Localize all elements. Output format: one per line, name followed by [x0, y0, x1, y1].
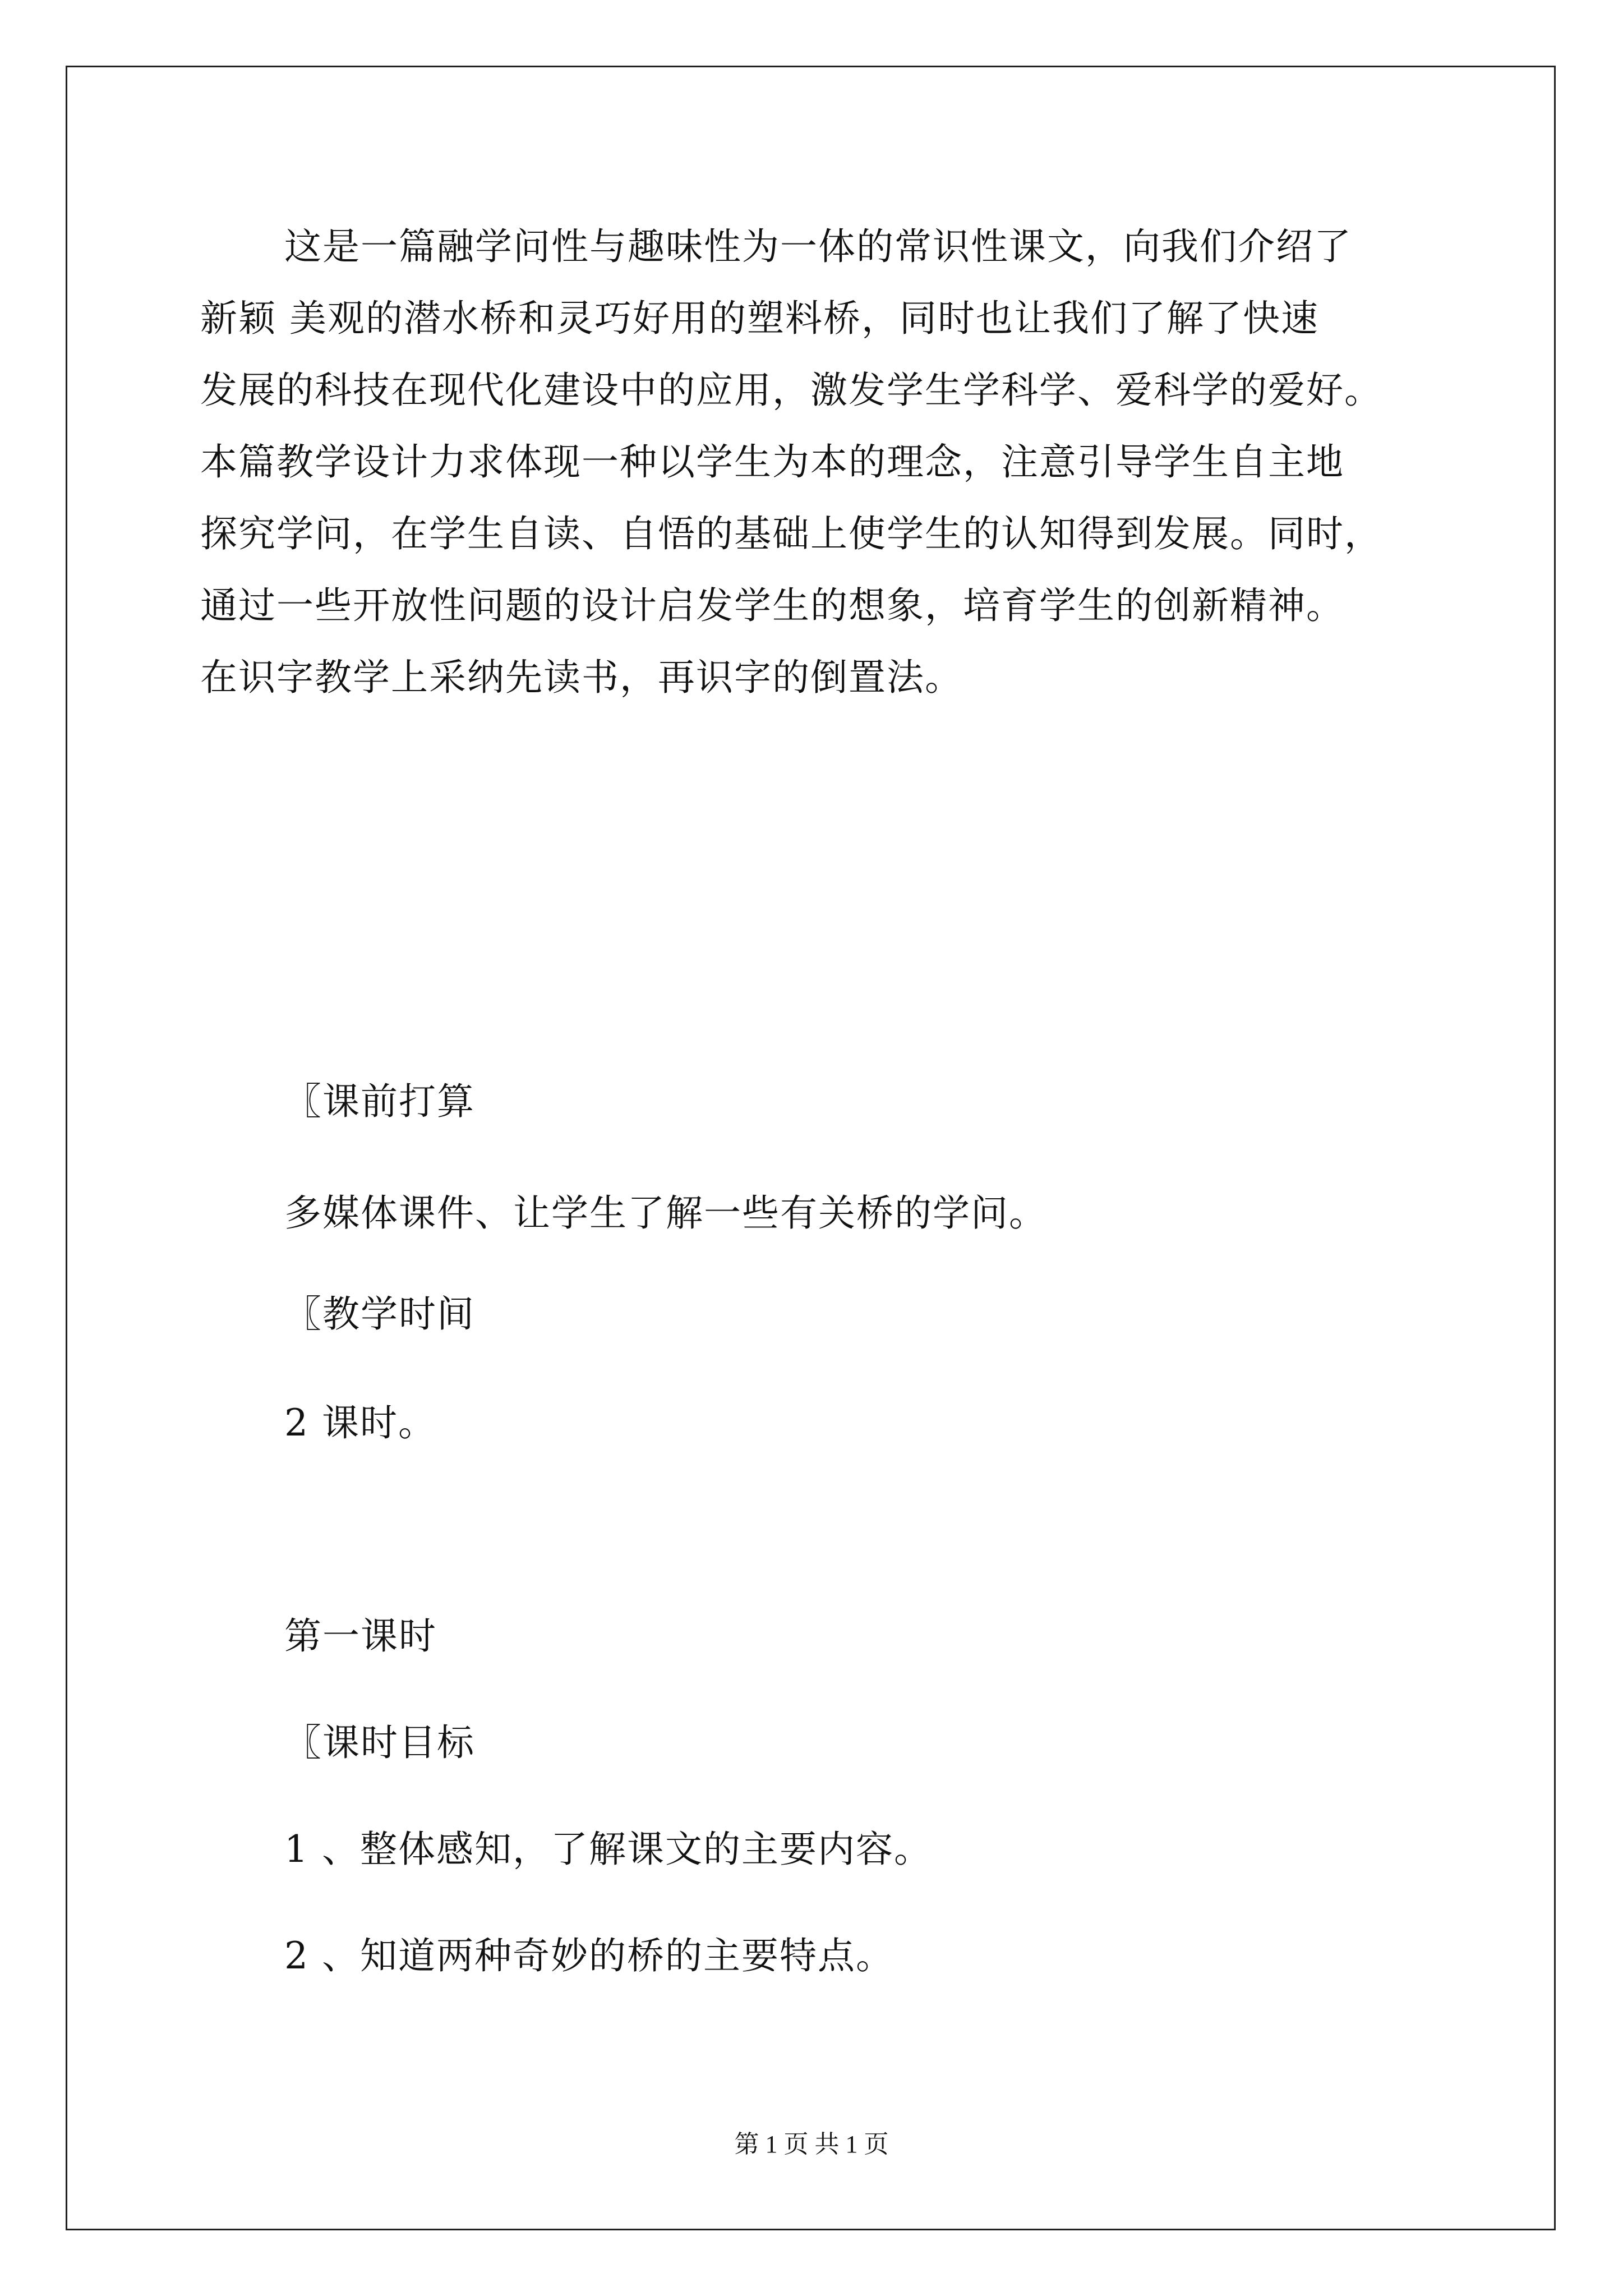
lesson-title: 第一课时 — [284, 1614, 437, 1658]
section-heading-goals: 〖课时目标 — [284, 1721, 475, 1764]
goal-item-2: 2 、知道两种奇妙的桥的主要特点。 — [284, 1934, 894, 1977]
goal-item-1: 1 、整体感知，了解课文的主要内容。 — [284, 1828, 932, 1871]
page-number-footer: 第 1 页 共 1 页 — [734, 2131, 889, 2158]
prep-text: 多媒体课件、让学生了解一些有关桥的学问。 — [284, 1191, 1047, 1235]
paragraph-line-2: 新颖 美观的潜水桥和灵巧好用的塑料桥，同时也让我们了解了快速 — [200, 297, 1319, 340]
paragraph-line-7: 在识字教学上采纳先读书，再识字的倒置法。 — [200, 656, 963, 699]
paragraph-line-4: 本篇教学设计力求体现一种以学生为本的理念，注意引导学生自主地 — [200, 440, 1344, 484]
time-text: 2 课时。 — [284, 1401, 436, 1444]
section-heading-time: 〖教学时间 — [284, 1292, 475, 1336]
paragraph-line-6: 通过一些开放性问题的设计启发学生的想象，培育学生的创新精神。 — [200, 584, 1344, 627]
paragraph-line-3: 发展的科技在现代化建设中的应用，激发学生学科学、爱科学的爱好。 — [200, 369, 1382, 412]
paragraph-line-5: 探究学问，在学生自读、自悟的基础上使学生的认知得到发展。同时， — [200, 512, 1382, 555]
section-heading-prep: 〖课前打算 — [284, 1080, 475, 1123]
paragraph-line-1: 这是一篇融学问性与趣味性为一体的常识性课文，向我们介绍了 — [284, 225, 1352, 268]
